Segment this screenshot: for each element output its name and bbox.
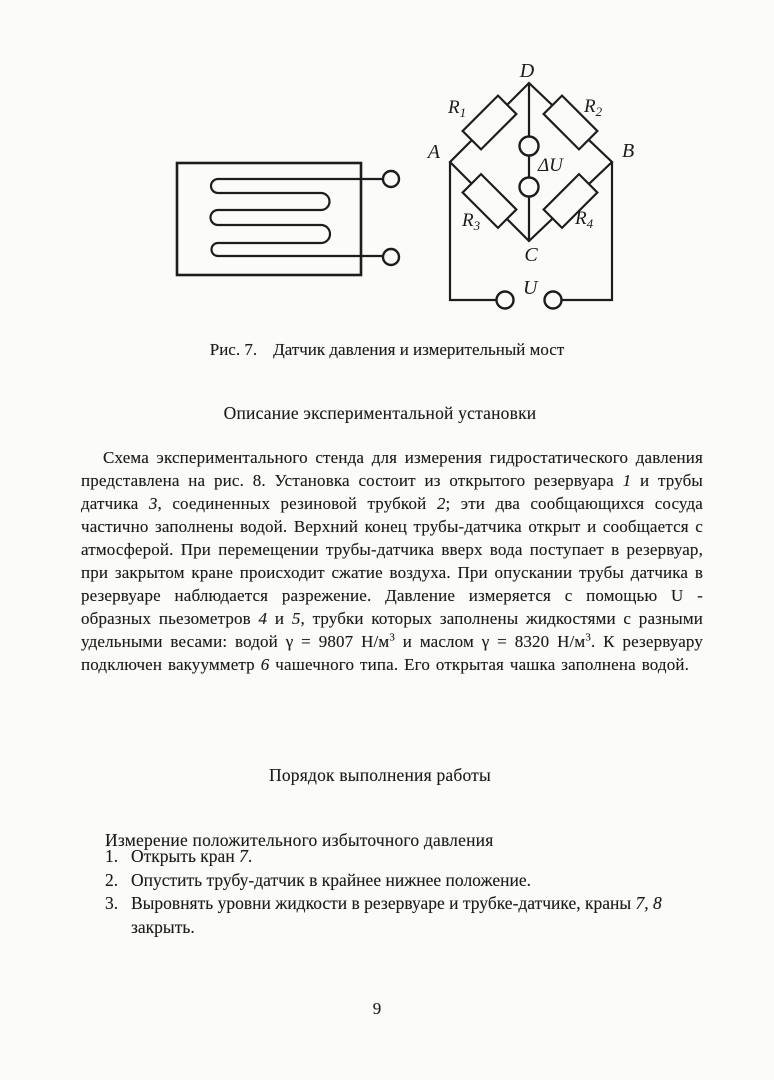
section-heading-description: Описание экспериментальной установки bbox=[223, 403, 537, 423]
figure-caption-text: Датчик давления и измерительный мост bbox=[273, 340, 565, 359]
ref-label-4: 4 bbox=[258, 609, 268, 628]
list-item-text: Опустить трубу-датчик в крайнее нижнее положение. bbox=[131, 869, 531, 890]
ref-label-1: 1 bbox=[622, 471, 632, 490]
list-item-text: Открыть кран 7. bbox=[131, 846, 253, 866]
supply-terminal-left bbox=[497, 292, 514, 309]
list-item bbox=[105, 845, 711, 869]
page-number: 9 bbox=[372, 999, 382, 1018]
section-heading-procedure: Порядок выполнения работы bbox=[269, 765, 491, 785]
meter-terminal-lower bbox=[520, 178, 539, 197]
list-item-number: 1. bbox=[105, 846, 119, 866]
list-item bbox=[105, 892, 711, 939]
figure-pressure-sensor-and-bridge bbox=[0, 0, 774, 335]
sensor-terminal-bottom bbox=[383, 249, 399, 265]
ref-label-6: 6 bbox=[260, 655, 270, 674]
list-item-text: Выровнять уровни жидкости в резервуаре и трубке-датчике, краны 7, 8 закрыть. bbox=[131, 893, 662, 937]
supply-voltage-label: U bbox=[523, 277, 538, 299]
resistor-r4-label: $R_4$ bbox=[575, 208, 594, 231]
node-label-b: B bbox=[622, 140, 635, 162]
ref-label-5: 5 bbox=[291, 609, 301, 628]
node-label-d: D bbox=[519, 60, 535, 82]
sensor-diagram bbox=[177, 163, 399, 275]
ref-label-3: 3 bbox=[148, 494, 158, 513]
procedure-subheading: Измерение положительного избыточного давления bbox=[105, 830, 494, 850]
delta-u-label: ΔU bbox=[538, 155, 563, 176]
list-item bbox=[105, 869, 711, 893]
figure-caption bbox=[0, 340, 774, 360]
ref-label-2: 2 bbox=[436, 494, 446, 513]
sensor-terminal-top bbox=[383, 171, 399, 187]
bridge-diagram bbox=[426, 60, 634, 309]
list-item-number: 2. bbox=[105, 869, 119, 890]
resistor-r3-label: $R_3$ bbox=[462, 210, 481, 233]
sensor-serpentine-grid bbox=[211, 179, 385, 256]
resistor-r1-label: $R_1$ bbox=[448, 97, 467, 120]
resistor-r2-label: $R_2$ bbox=[584, 96, 603, 119]
node-label-c: C bbox=[524, 244, 538, 266]
superscript-cubed: 3 bbox=[389, 631, 395, 644]
figure-caption-number: Рис. 7. bbox=[209, 340, 258, 359]
superscript-cubed: 3 bbox=[585, 631, 591, 644]
meter-terminal-upper bbox=[520, 137, 539, 156]
description-paragraph: Схема экспериментального стенда для измерения гидростатического давления представлена на рис. 8. Установка состоит из открытого резервуара 1 и трубы датчика 3, соединенных резиновой трубкой 2; эти два сообщающихся сосуда частично заполнены водой. Верхний конец трубы-датчика открыт и сообщается с атмосферой. При перемещении трубы-датчика вверх вода поступает в резервуар, при закрытом кране происходит сжатие воздуха. При опускании трубы датчика в резервуаре наблюдается разрежение. Давление измеряется с помощью U - образных пьезометров 4 и 5, трубки которых заполнены жидкостями с разными удельными весами: водой γ = 9807 $Н/м^3$ и маслом γ = 8320 $Н/м^3$. К резервуару подключен вакуумметр 6 чашечного типа. Его открытая чашка заполнена водой. bbox=[81, 448, 704, 674]
list-item-number: 3. bbox=[105, 893, 119, 913]
supply-terminal-right bbox=[545, 292, 562, 309]
node-label-a: A bbox=[427, 141, 440, 163]
procedure-list bbox=[105, 845, 711, 939]
